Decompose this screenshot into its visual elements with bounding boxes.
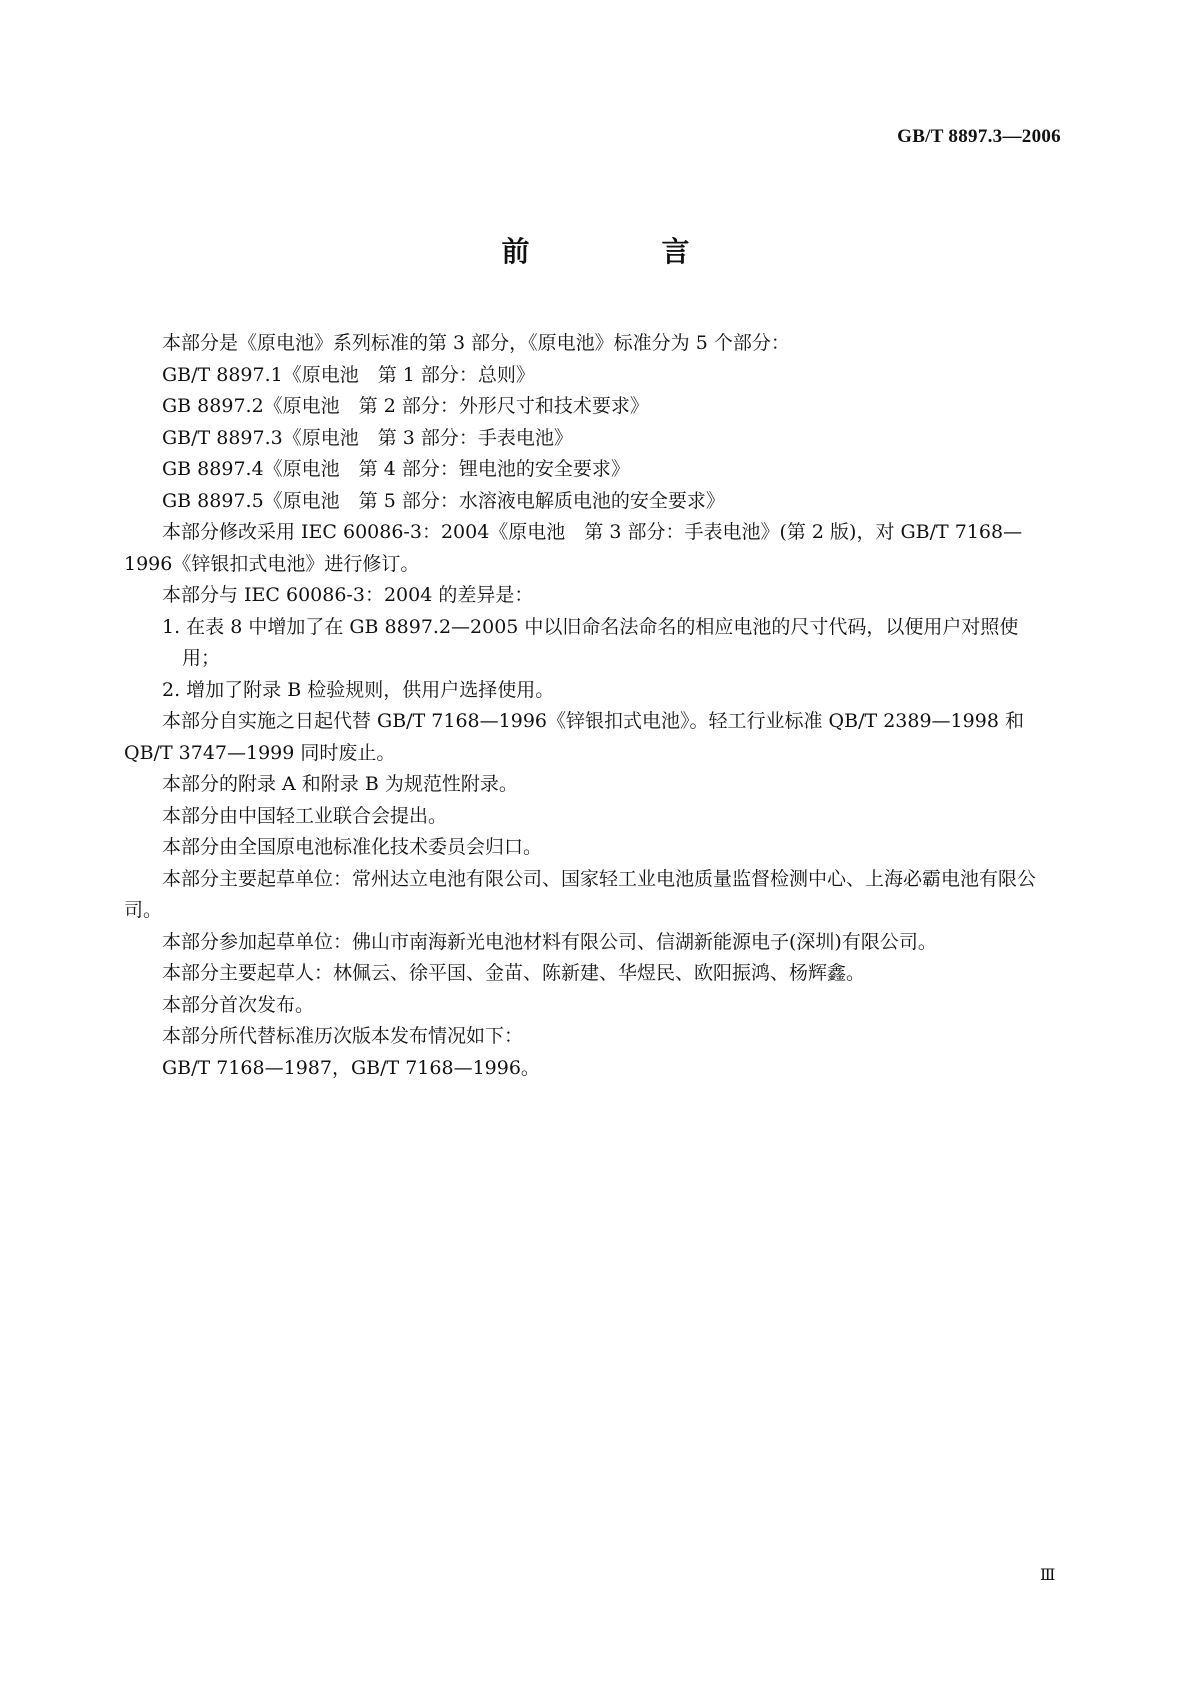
annex-statement: 本部分的附录 A 和附录 B 为规范性附录。	[162, 773, 518, 795]
part-list-item: GB/T 8897.3《原电池 第 3 部分：手表电池》	[162, 426, 573, 449]
history-intro: 本部分所代替标准历次版本发布情况如下：	[162, 1025, 524, 1047]
committee-statement: 本部分由全国原电池标准化技术委员会归口。	[162, 836, 543, 858]
main-drafters: 本部分主要起草人：林佩云、徐平国、金苗、陈新建、华煜民、欧阳振鸿、杨辉鑫。	[162, 962, 866, 984]
first-release-statement: 本部分首次发布。	[162, 993, 315, 1016]
difference-item: 1. 在表 8 中增加了在 GB 8897.2—2005 中以旧命名法命名的相应电池的尺寸代码，以便用户对照使用；	[162, 615, 1019, 669]
main-drafters-units: 本部分主要起草单位：常州达立电池有限公司、国家轻工业电池质量监督检测中心、上海必霸电池有限公司。	[124, 867, 1037, 921]
foreword-intro: 本部分是《原电池》系列标准的第 3 部分，《原电池》标准分为 5 个部分：	[162, 332, 790, 354]
difference-item: 2. 增加了附录 B 检验规则，供用户选择使用。	[162, 678, 555, 701]
page-title: 前 言	[501, 235, 742, 268]
history-versions: GB/T 7168—1987，GB/T 7168—1996。	[162, 1056, 540, 1079]
differences-intro: 本部分与 IEC 60086-3：2004 的差异是：	[162, 584, 534, 606]
page-number: Ⅲ	[1040, 1565, 1055, 1584]
adoption-statement: 本部分修改采用 IEC 60086-3：2004《原电池 第 3 部分：手表电池》(第 2 版)，对 GB/T 7168—1996《锌银扣式电池》进行修订。	[124, 521, 1023, 575]
proposer-statement: 本部分由中国轻工业联合会提出。	[162, 804, 448, 827]
participating-drafters-units: 本部分参加起草单位：佛山市南海新光电池材料有限公司、信湖新能源电子(深圳)有限公司。	[162, 930, 937, 953]
part-list-item: GB/T 8897.1《原电池 第 1 部分：总则》	[162, 363, 535, 386]
foreword-body	[124, 328, 1054, 1084]
standard-code-header: GB/T 8897.3—2006	[897, 126, 1061, 147]
part-list-item: GB 8897.2《原电池 第 2 部分：外形尺寸和技术要求》	[162, 395, 649, 417]
part-list-item: GB 8897.5《原电池 第 5 部分：水溶液电解质电池的安全要求》	[162, 489, 725, 512]
part-list-item: GB 8897.4《原电池 第 4 部分：锂电池的安全要求》	[162, 458, 630, 480]
replacement-statement: 本部分自实施之日起代替 GB/T 7168—1996《锌银扣式电池》。轻工行业标准 QB/T 2389—1998 和 QB/T 3747—1999 同时废止。	[124, 710, 1030, 764]
